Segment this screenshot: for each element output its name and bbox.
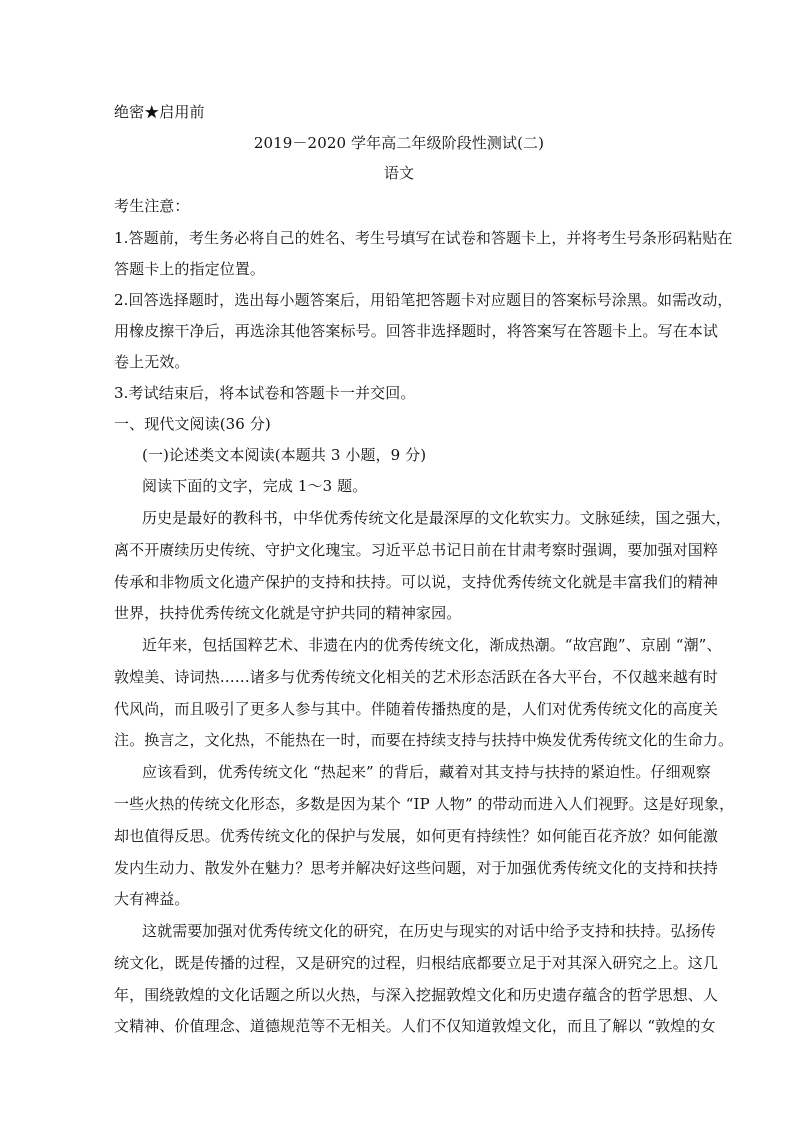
notice-line: 2.回答选择题时，选出每小题答案后，用铅笔把答题卡对应题目的答案标号涂黑。如需改动， xyxy=(114,291,733,309)
notice-heading: 考生注意： xyxy=(114,197,190,215)
section-subheading: (一)论述类文本阅读(本题共 3 小题，9 分) xyxy=(142,446,427,464)
notice-line: 卷上无效。 xyxy=(114,353,190,371)
passage-line: 传承和非物质文化遗产保护的支持和扶持。可以说，支持优秀传统文化就是丰富我们的精神 xyxy=(114,573,719,591)
passage-line: 代风尚，而且吸引了更多人参与其中。伴随着传播热度的是，人们对优秀传统文化的高度关 xyxy=(114,700,719,718)
passage-line: 文精神、价值理念、道德规范等不无相关。人们不仅知道敦煌文化，而且了解以 “敦煌的女 xyxy=(114,1017,716,1035)
section-heading: 一、现代文阅读(36 分) xyxy=(114,415,271,433)
passage-line: 发内生动力、散发外在魅力？思考并解决好这些问题，对于加强优秀传统文化的支持和扶持 xyxy=(114,859,719,877)
passage-line: 大有裨益。 xyxy=(114,890,190,908)
notice-line: 3.考试结束后，将本试卷和答题卡一并交回。 xyxy=(114,384,416,402)
passage-line: 应该看到，优秀传统文化 “热起来” 的背后，藏着对其支持与扶持的紧迫性。仔细观察 xyxy=(142,763,711,781)
section-instruction: 阅读下面的文字，完成 1～3 题。 xyxy=(142,477,368,495)
passage-line: 统文化，既是传播的过程，又是研究的过程，归根结底都要立足于对其深入研究之上。这几 xyxy=(114,954,719,972)
notice-line: 1.答题前，考生务必将自己的姓名、考生号填写在试卷和答题卡上，并将考生号条形码粘贴在 xyxy=(114,229,733,247)
subject-title: 语文 xyxy=(383,164,415,182)
passage-line: 世界，扶持优秀传统文化就是守护共同的精神家园。 xyxy=(114,604,462,622)
passage-line: 近年来，包括国粹艺术、非遗在内的优秀传统文化，渐成热潮。“故宫跑”、京剧 “潮”、 xyxy=(142,636,722,654)
notice-line: 用橡皮擦干净后，再选涂其他答案标号。回答非选择题时，将答案写在答题卡上。写在本试 xyxy=(114,322,719,340)
notice-line: 答题卡上的指定位置。 xyxy=(114,260,266,278)
passage-line: 年，围绕敦煌的文化话题之所以火热，与深入挖掘敦煌文化和历史遗存蕴含的哲学思想、人 xyxy=(114,986,719,1004)
passage-line: 敦煌美、诗词热……诸多与优秀传统文化相关的艺术形态活跃在各大平台，不仅越来越有时 xyxy=(114,668,719,686)
passage-line: 离不开赓续历史传统、守护文化瑰宝。习近平总书记日前在甘肃考察时强调，要加强对国粹 xyxy=(114,541,719,559)
confidential-label: 绝密★启用前 xyxy=(114,103,205,121)
exam-title: 2019－2020 学年高二年级阶段性测试(二) xyxy=(253,134,545,152)
passage-line: 这就需要加强对优秀传统文化的研究，在历史与现实的对话中给予支持和扶持。弘扬传 xyxy=(142,922,716,940)
passage-line: 却也值得反思。优秀传统文化的保护与发展，如何更有持续性？如何能百花齐放？如何能激 xyxy=(114,827,719,845)
passage-line: 历史是最好的教科书，中华优秀传统文化是最深厚的文化软实力。文脉延续，国之强大， xyxy=(142,509,731,527)
passage-line: 注。换言之，文化热，不能热在一时，而要在持续支持与扶持中焕发优秀传统文化的生命力。 xyxy=(114,731,734,749)
passage-line: 一些火热的传统文化形态，多数是因为某个 “IP 人物” 的带动而进入人们视野。这是好现象， xyxy=(114,795,735,813)
